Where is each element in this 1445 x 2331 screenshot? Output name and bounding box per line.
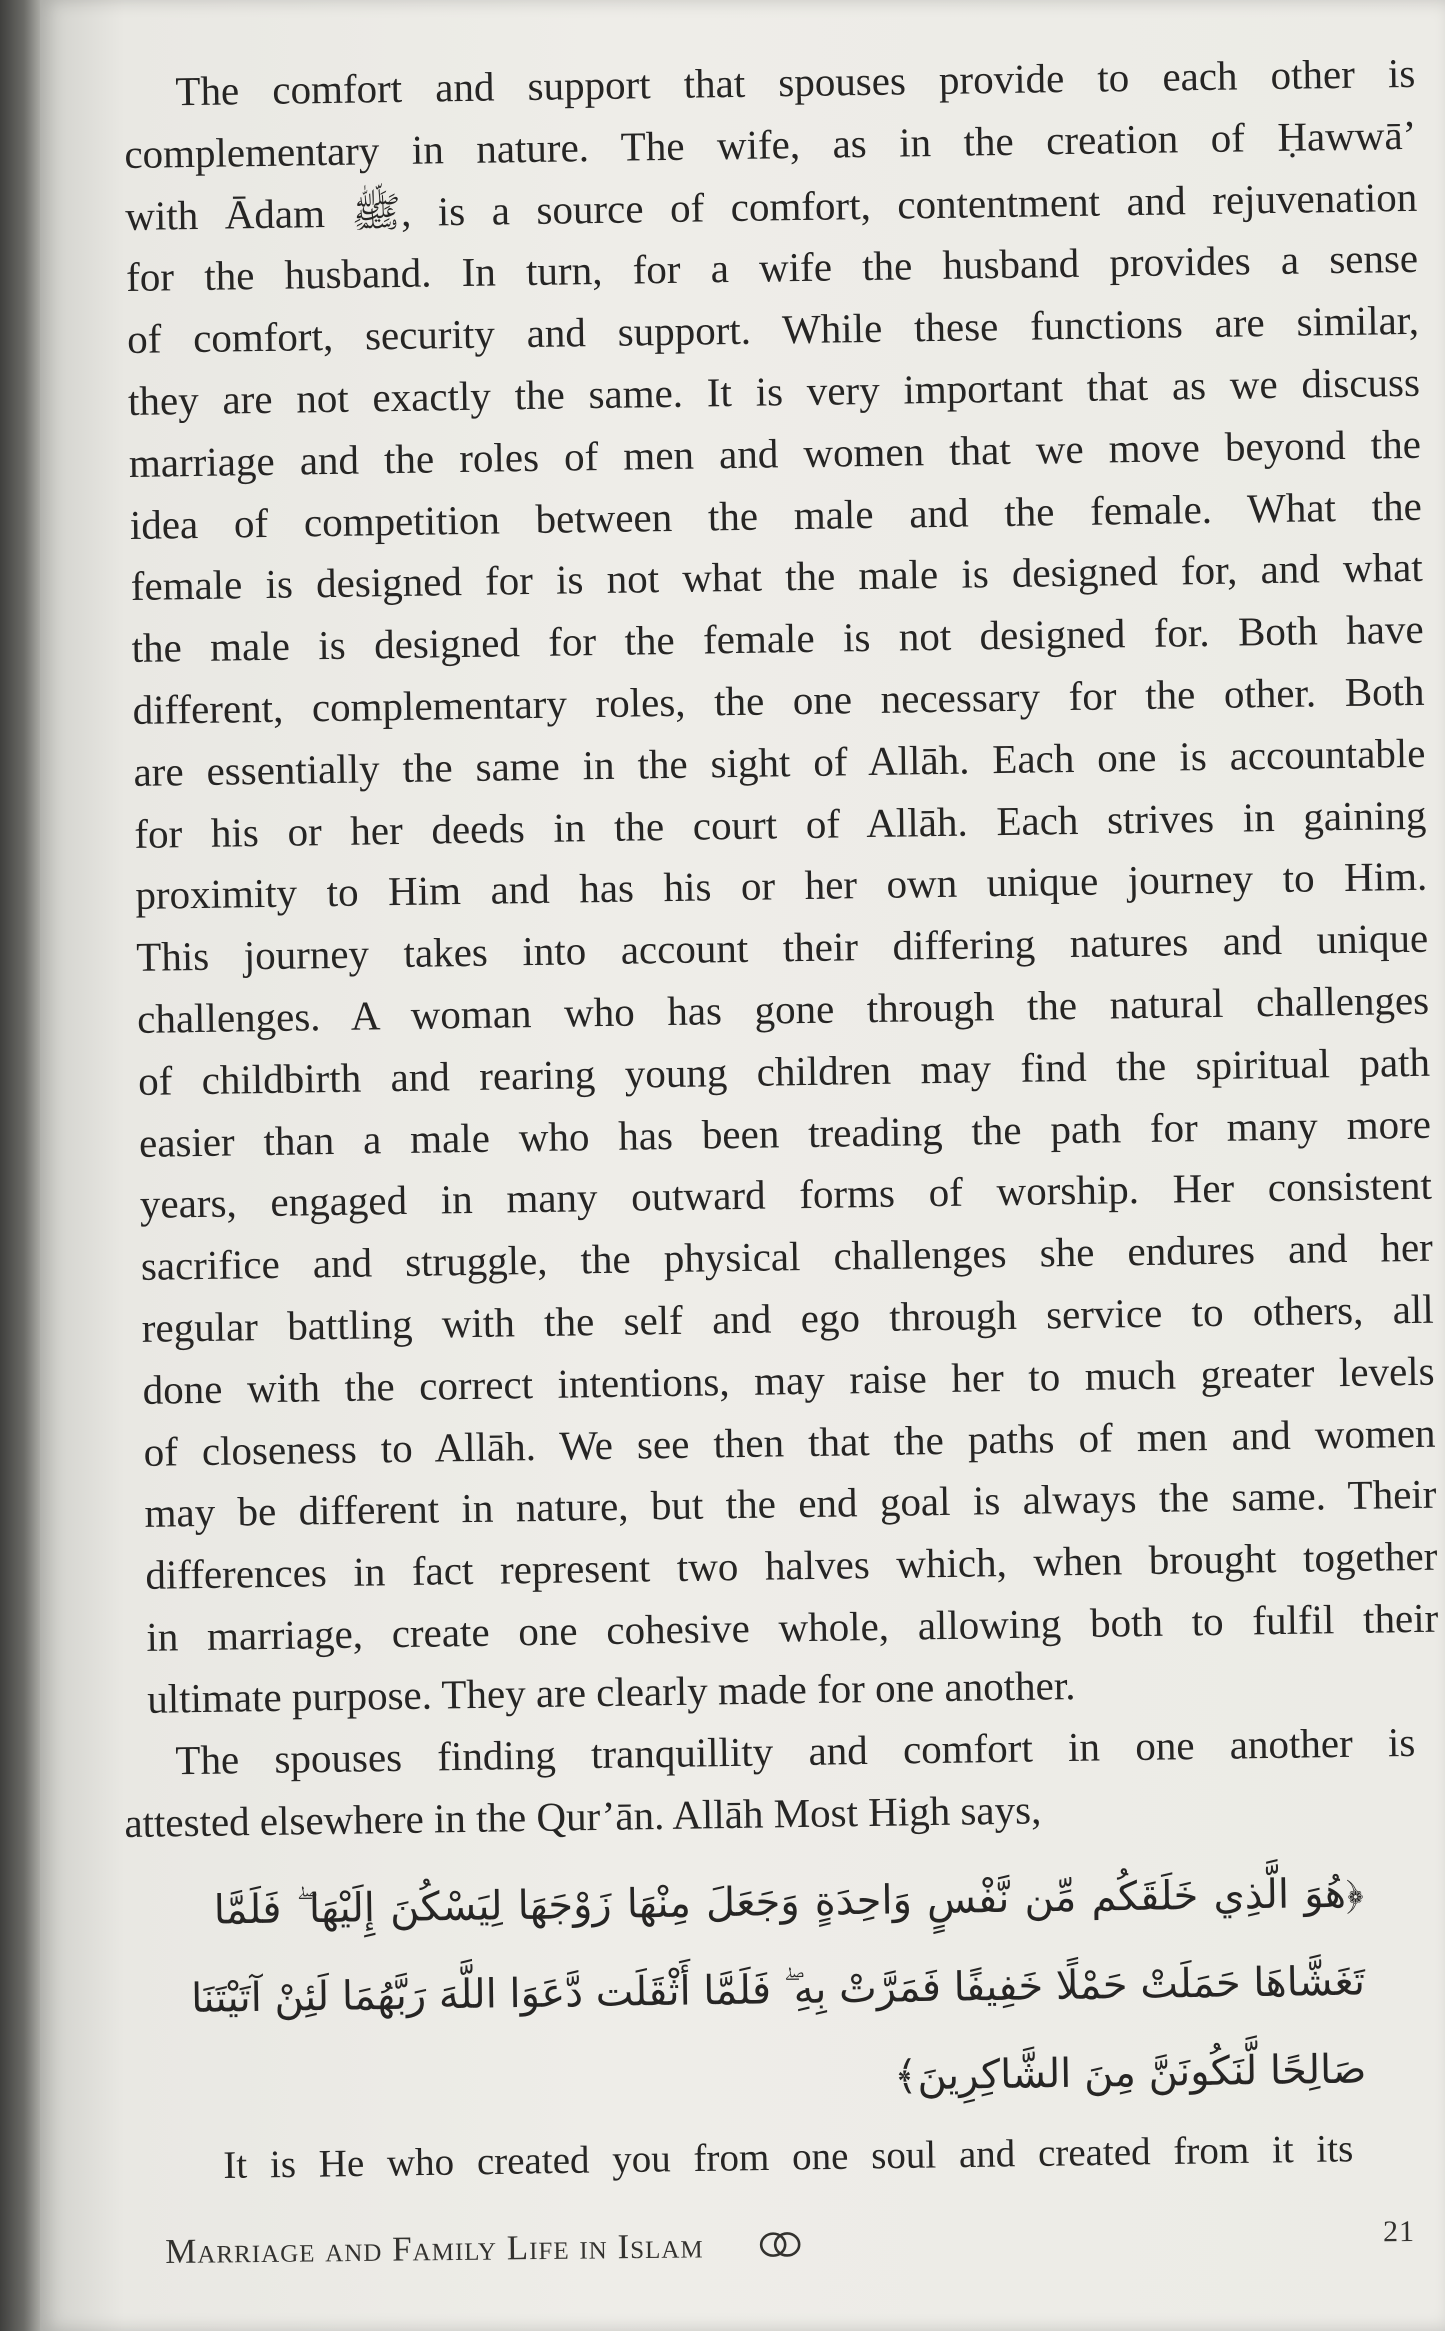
text-line: regular battling with the self and ego through service to others, all <box>141 1285 1434 1351</box>
page-footer <box>165 2214 1416 2282</box>
text-line: This journey takes into account their differing natures and unique <box>135 914 1429 981</box>
text-line: of comfort, security and support. While these functions are similar, <box>126 296 1420 363</box>
text-line: may be different in nature, but the end goal is always the same. Their <box>144 1471 1437 1537</box>
text-line: attested elsewhere in the Qur’ān. Allāh Most High says, <box>124 1785 1042 1846</box>
text-line: for the husband. In turn, for a wife the husband provides a sense <box>125 235 1419 301</box>
text-line: are essentially the same in the sight of Allāh. Each one is accountable <box>133 729 1426 795</box>
page-number: 21 <box>1382 2214 1416 2249</box>
book-page <box>40 0 1445 2331</box>
text-line: differences in fact represent two halves which, when brought together <box>145 1532 1438 1598</box>
text-line: in marriage, create one cohesive whole, allowing both to fulfil their <box>146 1594 1439 1660</box>
text-line: proximity to Him and has his or her own unique journey to Him. <box>135 853 1428 919</box>
paragraph <box>123 1711 1417 1854</box>
text-line: The comfort and support that spouses provide to each other is <box>175 49 1416 115</box>
text-line: the male is designed for the female is not designed for. Both have <box>131 605 1424 672</box>
text-line: of childbirth and rearing young children may find the spiritual path <box>137 1038 1431 1104</box>
arabic-verse-line: صَالِحًا لَّنَكُونَنَّ مِنَ الشَّاكِرِينَ﴾ <box>893 2046 1367 2100</box>
arabic-verse-line: تَغَشَّاهَا حَمَلَتْ حَمْلًا خَفِيفًا فَمَرَّتْ بِهِ ۖ فَلَمَّا أَثْقَلَت دَّعَوَا اللَّهَ رَبَّهُمَا لَئِنْ آتَيْتَنَا <box>190 1958 1366 2022</box>
arabic-verse-line: ﴿هُوَ الَّذِي خَلَقَكُم مِّن نَّفْسٍ وَاحِدَةٍ وَجَعَلَ مِنْهَا زَوْجَهَا لِيَسْكُنَ إِلَيْهَا ۖ فَلَمَّا <box>213 1870 1364 1934</box>
text-line: with Ādam ﷺ, is a source of comfort, contentment and rejuvenation <box>124 173 1418 239</box>
text-line: they are not exactly the same. It is very important that as we discuss <box>127 358 1421 424</box>
text-line: of closeness to Allāh. We see then that the paths of men and women <box>143 1409 1436 1475</box>
text-line: challenges. A woman who has gone through the natural challenges <box>136 976 1430 1042</box>
text-line: female is designed for is not what the male is designed for, and what <box>130 544 1423 610</box>
text-line: idea of competition between the male and the female. What the <box>129 482 1423 548</box>
text-line: ultimate purpose. They are clearly made for one another. <box>146 1661 1076 1722</box>
text-line: sacrifice and struggle, the physical challenges she endures and her <box>140 1223 1434 1290</box>
quran-verse-arabic <box>190 1849 1367 2130</box>
ornament-icon <box>755 2229 805 2260</box>
body-text <box>123 49 1439 1854</box>
verse-translation: It is He who created you from one soul and created from it its <box>223 2127 1354 2187</box>
text-line: done with the correct intentions, may raise her to much greater levels <box>142 1347 1435 1413</box>
text-line: complementary in nature. The wife, as in the creation of Ḥawwā’ <box>124 111 1417 177</box>
text-line: different, complementary roles, the one necessary for the other. Both <box>132 667 1425 733</box>
text-line: years, engaged in many outward forms of worship. Her consistent <box>139 1162 1433 1228</box>
paragraph <box>123 43 1440 1730</box>
text-line: marriage and the roles of men and women that we move beyond the <box>128 420 1422 486</box>
text-line: for his or her deeds in the court of Allāh. Each strives in gaining <box>134 791 1427 857</box>
book-spine-shadow <box>0 0 40 2331</box>
text-line: The spouses finding tranquillity and comfort in one another is <box>175 1718 1416 1783</box>
running-footer-title: Marriage and Family Life in Islam <box>165 2226 704 2271</box>
text-line: easier than a male who has been treading the path for many more <box>138 1100 1432 1166</box>
